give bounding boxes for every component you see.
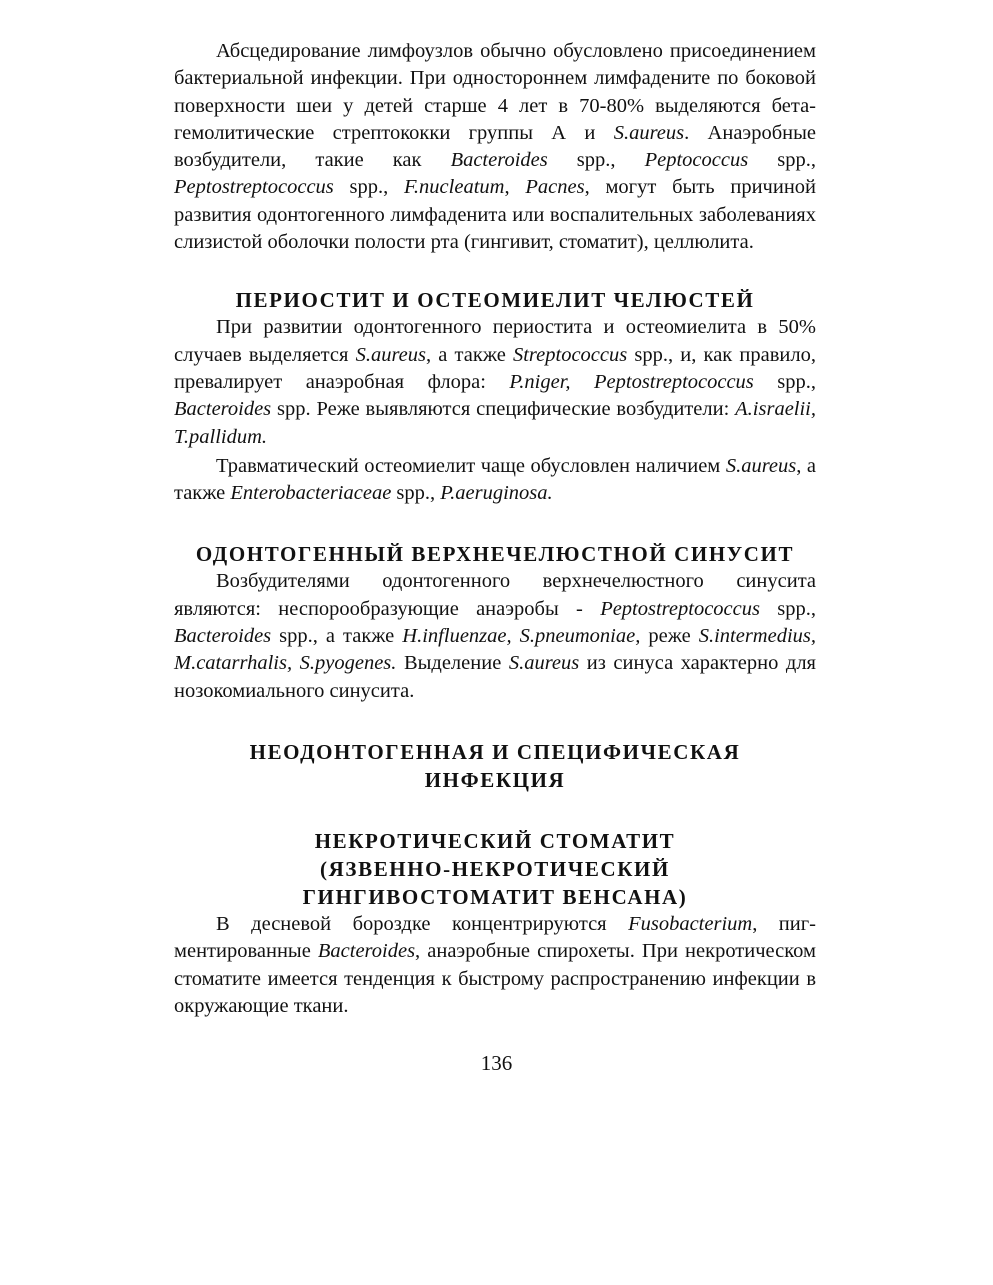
species-name: P.niger, Peptostreptococcus	[509, 370, 754, 393]
species-name: Bacteroides	[174, 398, 272, 421]
text-run: , анаэробные спирохеты. При некротическом стоматите имеется тенденция к быстрому распространению инфекции в окружающие ткани.	[174, 940, 816, 1017]
heading-line: НЕКРОТИЧЕСКИЙ СТОМАТИТ	[314, 828, 676, 853]
species-name: Peptostreptococcus	[600, 597, 760, 620]
heading-non-odontogenic-infection	[174, 738, 816, 794]
species-name: Peptococcus	[644, 149, 749, 172]
text-run: spp.,	[753, 370, 817, 393]
species-name: S.aureus	[508, 652, 580, 675]
text-run: . Анаэробные возбудители, такие как	[174, 121, 816, 172]
species-name: Bacteroides	[174, 625, 272, 648]
species-name: Streptococcus	[512, 343, 628, 366]
species-name: S.intermedius, M.catarrhalis, S.pyogenes.	[174, 625, 816, 675]
text-run: , а также	[174, 454, 816, 505]
species-name: S.aureus	[613, 121, 685, 144]
species-name: Enterobacteriaceae	[230, 482, 392, 505]
paragraph-sinusitis	[174, 568, 816, 704]
species-name: Peptostreptococcus	[174, 176, 334, 199]
text-run: ,	[504, 176, 526, 199]
species-name: P.aeruginosa.	[440, 482, 553, 505]
page-text-column	[174, 38, 816, 1020]
heading-line: ГИНГИВОСТОМАТИТ ВЕНСАНА)	[302, 884, 688, 909]
text-run: Травматический остеомиелит чаще обусловлен наличием	[216, 454, 726, 477]
species-name: Pacnes	[525, 176, 585, 199]
paragraph-traumatic-osteomyelitis	[174, 453, 816, 508]
species-name: Fusobacterium	[628, 912, 753, 935]
text-run: из синуса характерно для нозокомиального синусита.	[174, 652, 816, 702]
page-number: 136	[480, 1051, 513, 1075]
text-run: spp.,	[391, 482, 441, 505]
heading-sinusitis: ОДОНТОГЕННЫЙ ВЕРХНЕЧЕЛЮСТНОЙ СИНУСИТ	[195, 542, 795, 567]
text-run: spp., а также	[271, 625, 403, 648]
paragraph-periostitis	[174, 314, 816, 450]
species-name: S.aureus	[355, 343, 426, 366]
heading-line: (ЯЗВЕННО-НЕКРОТИЧЕСКИЙ	[320, 856, 670, 881]
species-name: H.influenzae, S.pneumoniae,	[402, 625, 641, 648]
heading-periostitis: ПЕРИОСТИТ И ОСТЕОМИЕЛИТ ЧЕЛЮСТЕЙ	[235, 288, 755, 313]
text-run: Возбудителями одонтогенного верхнечелюстного синусита являются: неспорообразующие анаэробы -	[174, 570, 816, 620]
text-run: Абсцедирование лимфоузлов обычно обусловлено присоединением бактериальной инфекции. При одностороннем лимфадените по боковой поверхности шеи у детей старше 4 лет в 70-80% выделяются бета-гемолитические стрептококки группы А и	[174, 40, 816, 144]
heading-line: ИНФЕКЦИЯ	[424, 767, 566, 792]
heading-line: НЕОДОНТОГЕННАЯ И СПЕЦИФИЧЕСКАЯ	[249, 739, 741, 764]
text-run: spp.,	[759, 597, 816, 620]
paragraph-necrotic-stomatitis	[174, 911, 816, 1020]
text-run: При развитии одонтогенного периостита и остеомиелита в 50% случаев выделяется	[174, 316, 816, 366]
species-name: Bacteroides	[317, 940, 416, 963]
species-name: F.nucleatum	[404, 176, 505, 199]
text-run: Выделение	[396, 652, 509, 675]
text-run: , пигментированные	[174, 912, 816, 963]
species-name: S.aureus	[725, 454, 797, 477]
text-run: spp., и, как правило, превалирует анаэробная флора:	[174, 343, 816, 393]
text-run: spp. Реже выявляются специфические возбудители:	[271, 398, 736, 421]
text-run: spp.,	[547, 149, 645, 172]
text-run: реже	[640, 625, 699, 648]
species-name: Bacteroides	[450, 149, 548, 172]
text-run: spp.,	[333, 176, 405, 199]
text-run: , а также	[426, 343, 513, 366]
heading-necrotic-stomatitis	[174, 827, 816, 911]
text-run: , могут быть причиной развития одонтогенного лимфаденита или воспалительных заболеваниях слизистой оболочки полости рта (гингивит, стоматит), целлюлита.	[174, 176, 817, 254]
paragraph-lymphadenitis	[174, 38, 816, 256]
text-run: В десневой бороздке концентрируются	[216, 912, 629, 935]
species-name: A.israelii, T.pallidum.	[174, 398, 816, 448]
text-run: spp.,	[748, 149, 817, 172]
